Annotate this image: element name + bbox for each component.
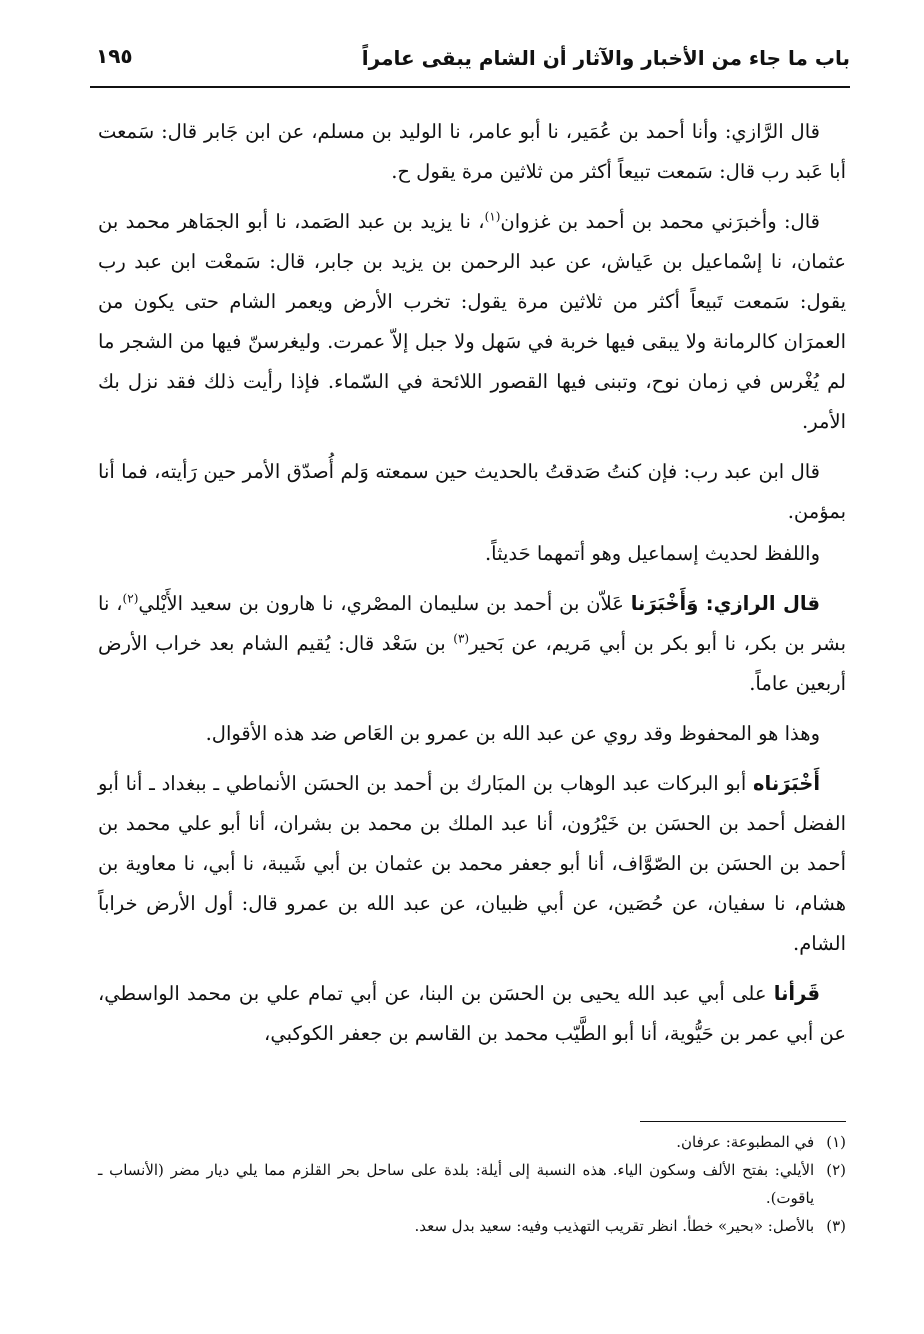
footnote-ref-3[interactable]: (٣) <box>453 631 470 646</box>
paragraph-text: على أبي عبد الله يحيى بن الحسَن بن البنا، عن أبي تمام علي بن محمد الواسطي، عن أبي عمر بن حَيُّوية، أنا أبو الطَّيّب محمد بن القاسم بن جعفر الكوكبي، <box>98 982 846 1045</box>
running-header <box>90 40 850 88</box>
footnote-number: (١) <box>826 1133 846 1151</box>
footnote-number: (٣) <box>826 1217 846 1235</box>
footnote-ref-2[interactable]: (٢) <box>122 591 139 606</box>
paragraph-8 <box>98 974 846 1054</box>
footnote-ref-1[interactable]: (١) <box>484 209 501 224</box>
paragraph-6 <box>98 714 846 754</box>
paragraph-text: أبو البركات عبد الوهاب بن المبَارك بن أحمد بن الحسَن الأنماطي ـ ببغداد ـ أنا أبو الفضل أحمد بن الحسَن بن خَيْرُون، أنا عبد الملك بن محمد بن بشران، أنا أبو علي محمد بن أحمد بن الحسَن بن الصّوَّاف، أنا أبو جعفر محمد بن عثمان بن أبي شَيبة، نا أبي، نا معاوية بن هشام، نا سفيان، عن حُصَين، عن أبي ظبيان، عن عبد الله بن عمرو قال: أول الأرض خراباً الشام. <box>98 772 846 955</box>
paragraph-1 <box>98 112 846 192</box>
paragraph-text: بن سَعْد قال: يُقيم الشام بعد خراب الأرض أربعين عاماً. <box>98 632 846 695</box>
paragraph-text: ، نا يزيد بن عبد الصَمد، نا أبو الجمَاهر محمد بن عثمان، نا إسْماعيل بن عَياش، عن عبد الرحمن بن يزيد بن جابر، قال: سَمعْت ابن عبد رب يقول: سَمعت تَبيعاً أكثر من ثلاثين مرة يقول: تخرب الأرض ويعمر الشام حتى يكون من العمرَان كالرمانة ولا يبقى فيها خربة في سَهل ولا جبل إلاّ عمرت. وليغرسنّ فيها من الشجر ما لم يُغْرس في زمان نوح، وتبنى فيها القصور اللائحة في السّماء. فإذا رأيت ذلك فقد نزل بك الأمر. <box>98 210 846 433</box>
main-text <box>98 112 846 1064</box>
footnote-text: بالأصل: «بحير» خطأ. انظر تقريب التهذيب وفيه: سعيد بدل سعد. <box>414 1217 815 1235</box>
page-number: ١٩٥ <box>96 44 133 68</box>
paragraph-text: واللفظ لحديث إسماعيل وهو أتمهما حَديثاً. <box>484 542 820 565</box>
paragraph-7 <box>98 764 846 964</box>
paragraph-text: عَلاّن بن أحمد بن سليمان المصْري، نا هارون بن سعيد الأَيْلي <box>138 592 631 615</box>
footnote-number: (٢) <box>826 1161 846 1179</box>
chapter-title: باب ما جاء من الأخبار والآثار أن الشام يبقى عامراً <box>361 46 850 70</box>
footnote-text: في المطبوعة: عرفان. <box>676 1133 815 1151</box>
footnote-3 <box>98 1212 846 1240</box>
footnotes <box>98 1128 846 1240</box>
paragraph-lead: قَرأنا <box>773 982 820 1005</box>
paragraph-2 <box>98 202 846 442</box>
footnote-text: الأيلي: بفتح الألف وسكون الياء. هذه النسبة إلى أيلة: بلدة على ساحل بحر القلزم مما يلي ديار مضر (الأنساب ـ ياقوت). <box>98 1161 815 1207</box>
paragraph-text: قال: وأخبرَني محمد بن أحمد بن غزوان <box>500 210 820 233</box>
footnote-2 <box>98 1156 846 1212</box>
paragraph-lead: قال الرازي: وَأَخْبَرَنا <box>630 592 820 615</box>
paragraph-3 <box>98 452 846 532</box>
paragraph-lead: أَخْبَرَناه <box>753 772 820 795</box>
paragraph-text: قال ابن عبد رب: فإن كنتُ صَدقتُ بالحديث حين سمعته وَلم أُصدّق الأمر حين رَأيته، فما أنا بمؤمن. <box>98 460 846 523</box>
footnote-1 <box>98 1128 846 1156</box>
paragraph-4 <box>98 534 846 574</box>
paragraph-text: ، نا بشر بن بكر، نا أبو بكر بن أبي مَريم، عن بَحير <box>98 592 846 655</box>
footnote-divider <box>640 1121 846 1122</box>
paragraph-text: وهذا هو المحفوظ وقد روي عن عبد الله بن عمرو بن العَاص ضد هذه الأقوال. <box>205 722 820 745</box>
paragraph-5 <box>98 584 846 704</box>
paragraph-text: قال الرَّازي: وأنا أحمد بن عُمَير، نا أبو عامر، نا الوليد بن مسلم، عن ابن جَابر قال: سَمعت أبا عَبد رب قال: سَمعت تبيعاً أكثر من ثلاثين مرة يقول ح. <box>98 120 846 183</box>
